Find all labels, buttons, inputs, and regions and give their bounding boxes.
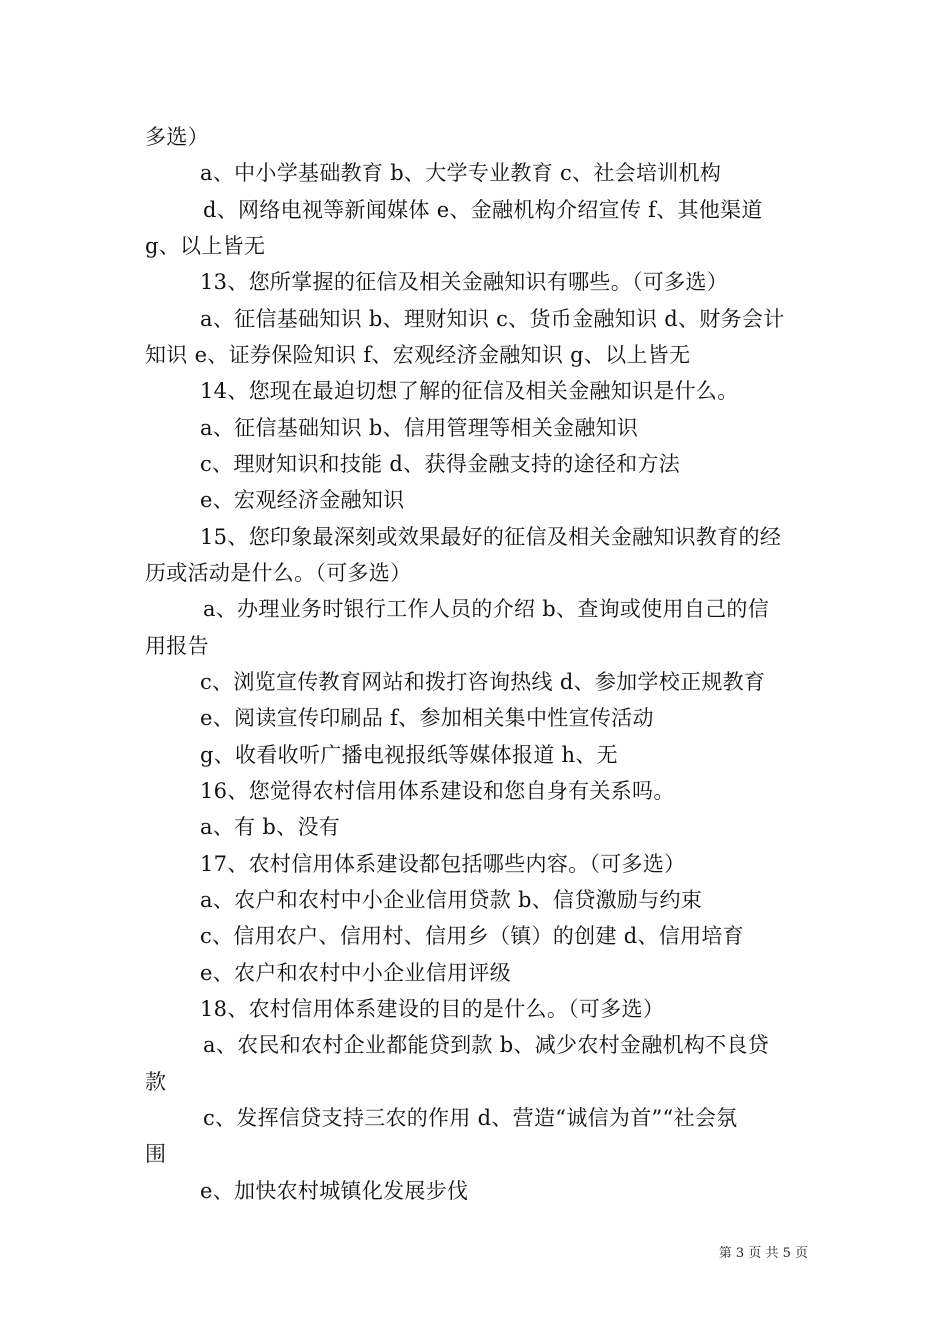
text-line: c、浏览宣传教育网站和拨打咨询热线 d、参加学校正规教育 [200, 670, 766, 694]
text-line: a、征信基础知识 b、信用管理等相关金融知识 [200, 416, 639, 440]
text-line: e、加快农村城镇化发展步伐 [200, 1179, 469, 1203]
text-line: 14、您现在最迫切想了解的征信及相关金融知识是什么。 [200, 379, 739, 403]
text-line: e、农户和农村中小企业信用评级 [200, 961, 511, 985]
text-line: 18、农村信用体系建设的目的是什么。（可多选） [200, 997, 665, 1021]
text-line: 款 [145, 1070, 167, 1094]
text-line: a、办理业务时银行工作人员的介绍 b、查询或使用自己的信 [203, 597, 770, 621]
text-line: e、宏观经济金融知识 [200, 488, 405, 512]
text-line: d、网络电视等新闻媒体 e、金融机构介绍宣传 f、其他渠道 [203, 198, 763, 222]
text-line: e、阅读宣传印刷品 f、参加相关集中性宣传活动 [200, 706, 654, 730]
text-line: a、有 b、没有 [200, 815, 341, 839]
text-line: 围 [145, 1142, 167, 1166]
text-line: 13、您所掌握的征信及相关金融知识有哪些。（可多选） [200, 270, 729, 294]
text-line: c、发挥信贷支持三农的作用 d、营造“诚信为首”“社会氛 [203, 1106, 738, 1130]
text-line: a、农户和农村中小企业信用贷款 b、信贷激励与约束 [200, 888, 703, 912]
text-line: a、征信基础知识 b、理财知识 c、货币金融知识 d、财务会计 [200, 307, 785, 331]
text-line: 15、您印象最深刻或效果最好的征信及相关金融知识教育的经 [200, 525, 782, 549]
text-line: c、信用农户、信用村、信用乡（镇）的创建 d、信用培育 [200, 924, 744, 948]
text-line: c、理财知识和技能 d、获得金融支持的途径和方法 [200, 452, 681, 476]
text-line: g、收看收听广播电视报纸等媒体报道 h、无 [200, 743, 618, 767]
text-line: a、中小学基础教育 b、大学专业教育 c、社会培训机构 [200, 161, 722, 185]
text-line: 多选） [145, 125, 209, 149]
page-number: 第 3 页 共 5 页 [718, 1246, 808, 1261]
text-line: 17、农村信用体系建设都包括哪些内容。（可多选） [200, 852, 686, 876]
text-line: 16、您觉得农村信用体系建设和您自身有关系吗。 [200, 779, 675, 803]
text-line: 用报告 [145, 634, 209, 658]
text-line: 历或活动是什么。（可多选） [145, 561, 412, 585]
text-line: g、以上皆无 [145, 234, 266, 258]
text-line: 知识 e、证券保险知识 f、宏观经济金融知识 g、以上皆无 [145, 343, 691, 367]
text-line: a、农民和农村企业都能贷到款 b、减少农村金融机构不良贷 [203, 1033, 770, 1057]
